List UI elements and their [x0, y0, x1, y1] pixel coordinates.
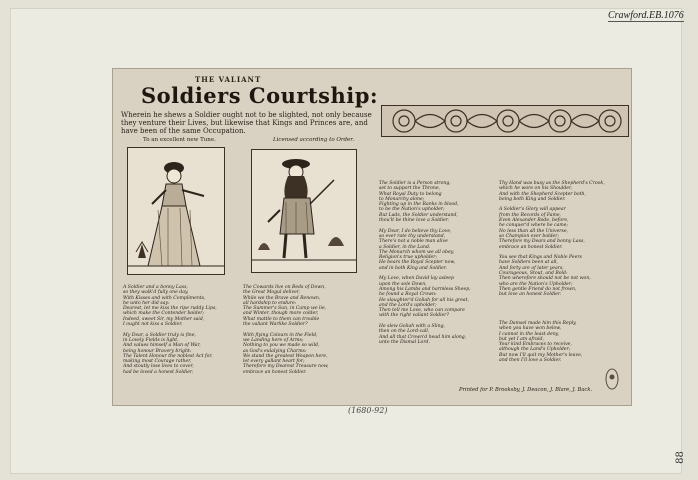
verse-column-2: The Cowards live on Beds of Down, the Great Mogul deliver, While we the Brave and Renown, all hardship to endure: The Summer's Sun, in Camp we lie, and Winter, though more colder, What mattle to them can trouble the valiant Warlike Soldier? With flying Colours in the Field, we Landing here of Arms; Nothing to you we made so wild, as God's eulalying Charms: We stand the greatest Weapon here, let every gallant heart for; Therefore my Dearest Treasure now, embrace an honest Soldier.: [243, 285, 329, 375]
page-title: Soldiers Courtship:: [141, 83, 379, 108]
date-note: (1680-92): [348, 406, 388, 415]
printer-imprint: Printed for P. Brooksby, J. Deacon, J. Blare, J. Back.: [459, 387, 593, 393]
verse-column-3: The Soldier is a Person strong, set to support the Throne, What Royal Duty to belong to Monarchy alone; Fighting up in the Ranks in blood, to be the Nation's upholder; But Lads, the Soldier understand, thou'lt be thine love a Soldier. My Dear, I do believe thy Love, so ever rate thy understand, There's not a noble man alive a Soldier, in the Land. The Monarch whom we all obey, Religion's true upholder; He bears the Royal Scepter now, and in both King and Soldier. My Love, when David lay asleep upon the sole Down, Among his Lambs and harmless Sheep, he found a Royal Crown: He slaughter'd Goliah for all his great, and the Lord's upholder; Then tell me Love, who can compare with the right valiant Soldier? He slew Goliah with a Sling, then on the Lord-call, And all that Crown'd head him along, unto the Dismal Lord.: [379, 181, 471, 345]
licence-line: Licensed according to Order.: [273, 137, 355, 143]
subtitle: Wherein he shews a Soldier ought not to be slighted, not only because they venture their Lives, but likewise that Kings and Princes are, and have been of the same Occupation.: [121, 111, 372, 135]
verse-column-4-end: The Damsel made him this Reply, when you have won below, I cannot in the least deny, but yet I am afraid, Your kind Embraces to receive, although the Land's Upholder; But now I'll quit my Mother's leave, and then I'll love a Soldier.: [499, 321, 583, 364]
broadside-sheet: [112, 68, 632, 406]
library-seal-icon: [605, 367, 619, 391]
side-number: 88: [674, 451, 686, 464]
woodcut-soldier-illustration: [251, 149, 357, 273]
tune-line: To an excellent new Tune.: [143, 137, 216, 143]
verse-column-4: Thy Hand was busy as the Shepherd's Crook, which he wore on his Shoulder, And with the Shepherd Scepter both, being both King and Soldier. A Soldier's Glory will appear from the Records of Fame, Even Alexander Rode, before, he conquer'd where he came; No less than all the Universe, so Champion ever bolder; Therefore my Dears and bonny Lass, embrace an honest Soldier. You see that Kings and Noble Peers have Soldiers been at all, And forty are of later years, Courageous, Stout, and Bold: Then wherefore should not be not won, who are the Nation's Upholder; Then gentle Friend do not frown, but love an honest Soldier.: [499, 181, 605, 298]
verse-column-1: A Soldier and a bonny Lass, so they walk'd fully one day, With Kisses and with Compliments, he unto her did say: Dearest, let me kiss the ripe ruddy Lips, which make the Contender bolder; Indeed, sweet Sir, my Mother said, I ought not kiss a Soldier. My Dear, a Soldier truly is fine, in Lovely Fields is light, And values himself a Man of War, being honour Bravery bright: The Talent Honour the noblest Act for, making most Courage rather, And stoutly lose lives to cover, had be loved a honest Soldier.: [123, 285, 217, 375]
pre-title: THE VALIANT: [195, 75, 262, 84]
catalog-mark: Crawford.EB.1076: [608, 10, 684, 21]
decorative-ornament-band: [381, 105, 629, 137]
woodcut-lady-illustration: [127, 147, 225, 275]
